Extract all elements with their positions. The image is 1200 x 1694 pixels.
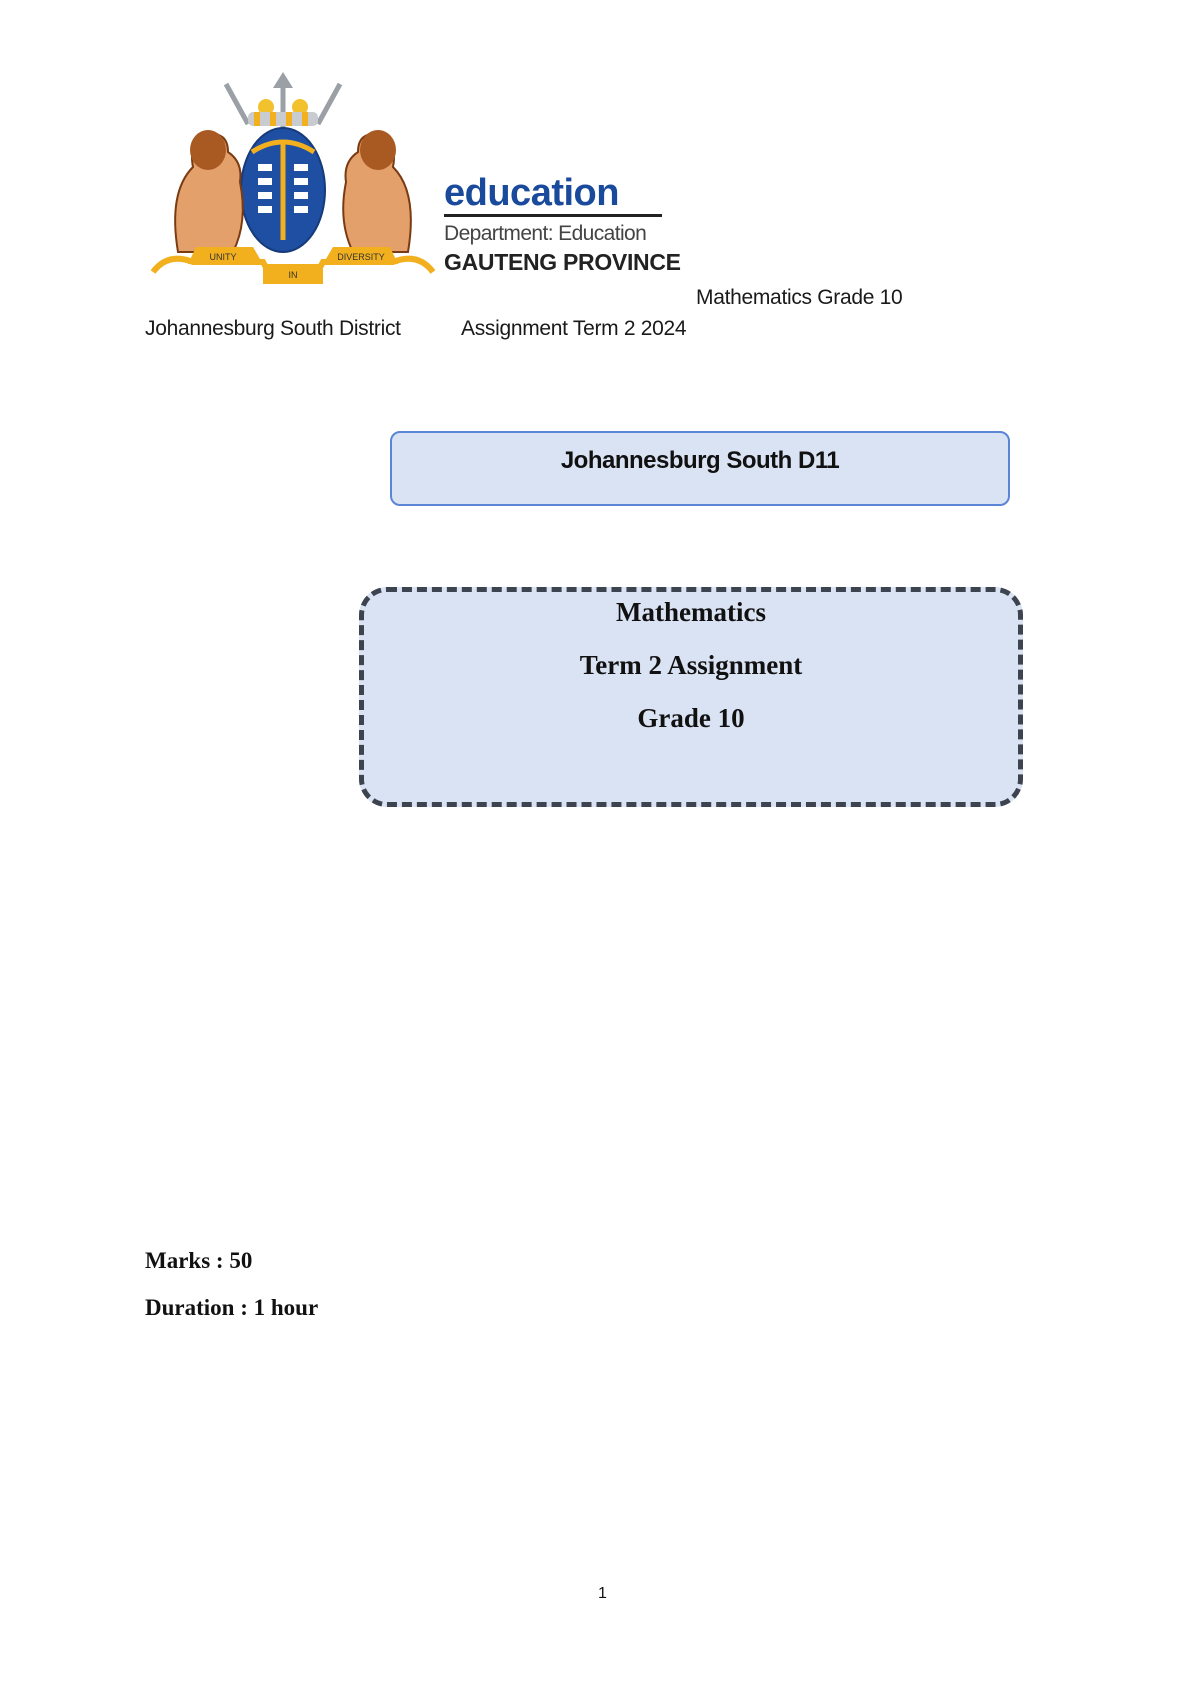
page-number: 1 <box>598 1585 607 1602</box>
department-name: Department: Education <box>444 222 647 245</box>
motto-in: IN <box>288 270 298 280</box>
assignment-header: Assignment Term 2 2024 <box>461 317 687 340</box>
motto-unity: UNITY <box>209 252 237 262</box>
title-subject: Mathematics <box>616 597 766 627</box>
motto-diversity: DIVERSITY <box>337 252 385 262</box>
title-assignment: Term 2 Assignment <box>579 650 803 680</box>
gauteng-coat-of-arms-logo <box>148 72 438 294</box>
district-header: Johannesburg South District <box>145 317 401 340</box>
title-grade: Grade 10 <box>637 703 745 733</box>
district-box <box>390 431 1010 506</box>
province-name: GAUTENG PROVINCE <box>444 249 681 275</box>
district-box-text: Johannesburg South D11 <box>560 447 840 474</box>
brand-education: education <box>444 172 619 214</box>
brand-divider <box>444 214 662 217</box>
marks-text: Marks : 50 <box>145 1248 253 1273</box>
duration-text: Duration : 1 hour <box>145 1295 319 1320</box>
title-box <box>359 587 1023 807</box>
subject-grade-header: Mathematics Grade 10 <box>696 286 903 309</box>
